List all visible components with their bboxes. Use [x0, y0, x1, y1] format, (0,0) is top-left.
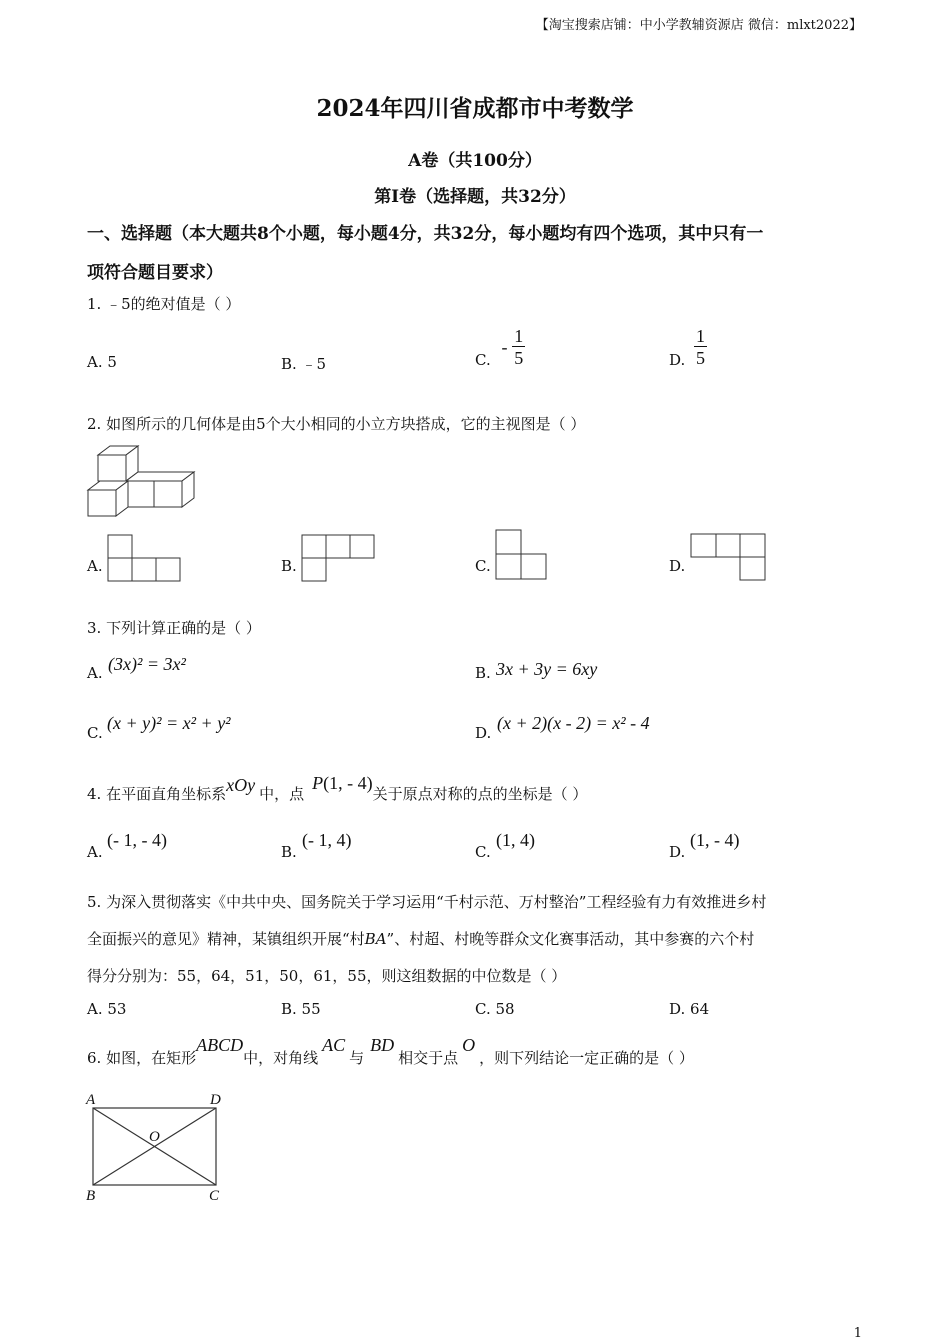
q1-option-b: B. ﹣5 — [281, 355, 327, 373]
section-heading-line2: 项符合题目要求） — [87, 263, 223, 283]
q6-abcd: ABCD — [196, 1035, 244, 1055]
q1-stem: 1. ﹣5的绝对值是（ ） — [87, 295, 241, 313]
q2-stem: 2. 如图所示的几何体是由5个大小相同的小立方块搭成，它的主视图是（ ） — [87, 415, 586, 433]
q5-option-a: A. 53 — [87, 1000, 127, 1018]
q3-option-c-expr: (x + y)² = x² + y² — [107, 713, 231, 733]
q4-stem-mid: 中，点 — [259, 785, 305, 803]
q2-option-b: B. — [281, 557, 297, 575]
q1-option-c-label: C. — [475, 350, 491, 369]
q3-option-b-expr: 3x + 3y = 6xy — [496, 659, 598, 679]
q3-option-b-label: B. — [475, 664, 491, 682]
q3-option-a-expr: (3x)² = 3x² — [108, 654, 186, 674]
q5-line1: 5. 为深入贯彻落实《中共中央、国务院关于学习运用“千村示范、万村整治”工程经验有力有效推进乡村 — [87, 893, 767, 911]
q4-point-coord: (1, - 4) — [323, 773, 373, 793]
q6-ac: AC — [322, 1035, 346, 1055]
q4-option-a-expr: (- 1, - 4) — [107, 830, 167, 850]
page-number: 1 — [853, 1326, 862, 1341]
q6-stem-mid2: 与 — [349, 1049, 365, 1067]
q6-point-o: O — [462, 1035, 476, 1055]
q3-stem: 3. 下列计算正确的是（ ） — [87, 619, 261, 637]
q5-option-d: D. 64 — [669, 1000, 710, 1018]
q6-stem-mid3: 相交于点 — [398, 1049, 459, 1067]
q1-option-c-denominator: 5 — [514, 348, 524, 368]
q1-option-d-numerator: 1 — [696, 326, 706, 346]
q1-option-d-label: D. — [669, 350, 686, 369]
q1-option-c-fraction — [512, 326, 525, 369]
q4-point: P — [312, 773, 324, 793]
q5-line2 — [87, 928, 754, 949]
cube-face — [88, 490, 116, 516]
q2-cube-figure — [86, 444, 198, 520]
q6-stem-mid1: 中，对角线 — [243, 1049, 319, 1067]
q6-stem-pre: 6. 如图，在矩形 — [87, 1049, 197, 1067]
q4-option-c-expr: (1, 4) — [496, 830, 535, 850]
cube-face — [154, 481, 182, 507]
q5-option-b: B. 55 — [281, 1000, 321, 1018]
q2-option-a-figure — [107, 534, 181, 582]
q1-option-c — [475, 326, 525, 369]
q5-ba: BA — [364, 930, 387, 948]
q1-option-a: A. 5 — [87, 353, 117, 371]
q6-rectangle-figure — [85, 1090, 230, 1206]
q4-option-d-expr: (1, - 4) — [690, 830, 740, 850]
volume-1-heading: 第Ⅰ卷（选择题，共32分） — [374, 187, 576, 207]
q3-option-d-expr: (x + 2)(x - 2) = x² - 4 — [497, 713, 650, 733]
q5-line2-pre: 全面振兴的意见》精神，某镇组织开展“村 — [87, 930, 365, 948]
q4-option-d-label: D. — [669, 843, 686, 861]
q4-option-c-label: C. — [475, 843, 491, 861]
q4-option-b-expr: (- 1, 4) — [302, 830, 352, 850]
q1-option-c-numerator: 1 — [514, 326, 524, 346]
q3-option-c-label: C. — [87, 724, 103, 742]
q2-option-d-figure — [690, 533, 768, 582]
q6-bd: BD — [370, 1035, 395, 1055]
q4-xoy: xOy — [226, 775, 256, 795]
q6-stem-post: ，则下列结论一定正确的是（ ） — [479, 1049, 694, 1067]
q4-option-b-label: B. — [281, 843, 297, 861]
q4-option-a-label: A. — [87, 843, 103, 861]
q3-option-d-label: D. — [475, 724, 492, 742]
q4-stem — [87, 773, 588, 804]
center-o-label: O — [149, 1129, 160, 1145]
q5-line3: 得分分别为：55，64，51，50，61，55，则这组数据的中位数是（ ） — [87, 967, 567, 985]
q1-option-d-fraction — [694, 326, 707, 369]
q2-option-c: C. — [475, 557, 491, 575]
cube-face — [98, 455, 126, 481]
cube-face — [126, 481, 154, 507]
q2-option-c-figure — [495, 529, 549, 581]
q2-option-a: A. — [87, 557, 103, 575]
section-heading-line1: 一、选择题（本大题共8个小题，每小题4分，共32分，每小题均有四个选项，其中只有一 — [87, 224, 764, 244]
volume-a-heading: A卷（共100分） — [408, 151, 542, 171]
q3-option-a-label: A. — [87, 664, 103, 682]
vertex-c-label: C — [209, 1188, 220, 1204]
q2-option-d: D. — [669, 557, 686, 575]
q4-stem-post: 关于原点对称的点的坐标是（ ） — [372, 785, 588, 803]
page-header: 【淘宝搜索店铺：中小学教辅资源店 微信：mlxt2022】 — [535, 18, 862, 33]
vertex-a-label: A — [86, 1092, 96, 1108]
q1-option-d — [669, 326, 707, 369]
q4-stem-pre: 4. 在平面直角坐标系 — [87, 785, 227, 803]
vertex-d-label: D — [210, 1092, 221, 1108]
q5-option-c: C. 58 — [475, 1000, 515, 1018]
page-title: 2024年四川省成都市中考数学 — [316, 95, 634, 122]
q1-option-c-sign: - — [501, 337, 508, 357]
q2-option-b-figure — [301, 534, 375, 582]
q1-option-d-denominator: 5 — [696, 348, 706, 368]
q5-line2-post: ”、村超、村晚等群众文化赛事活动，其中参赛的六个村 — [386, 930, 755, 948]
vertex-b-label: B — [86, 1188, 96, 1204]
q6-stem — [87, 1035, 694, 1068]
